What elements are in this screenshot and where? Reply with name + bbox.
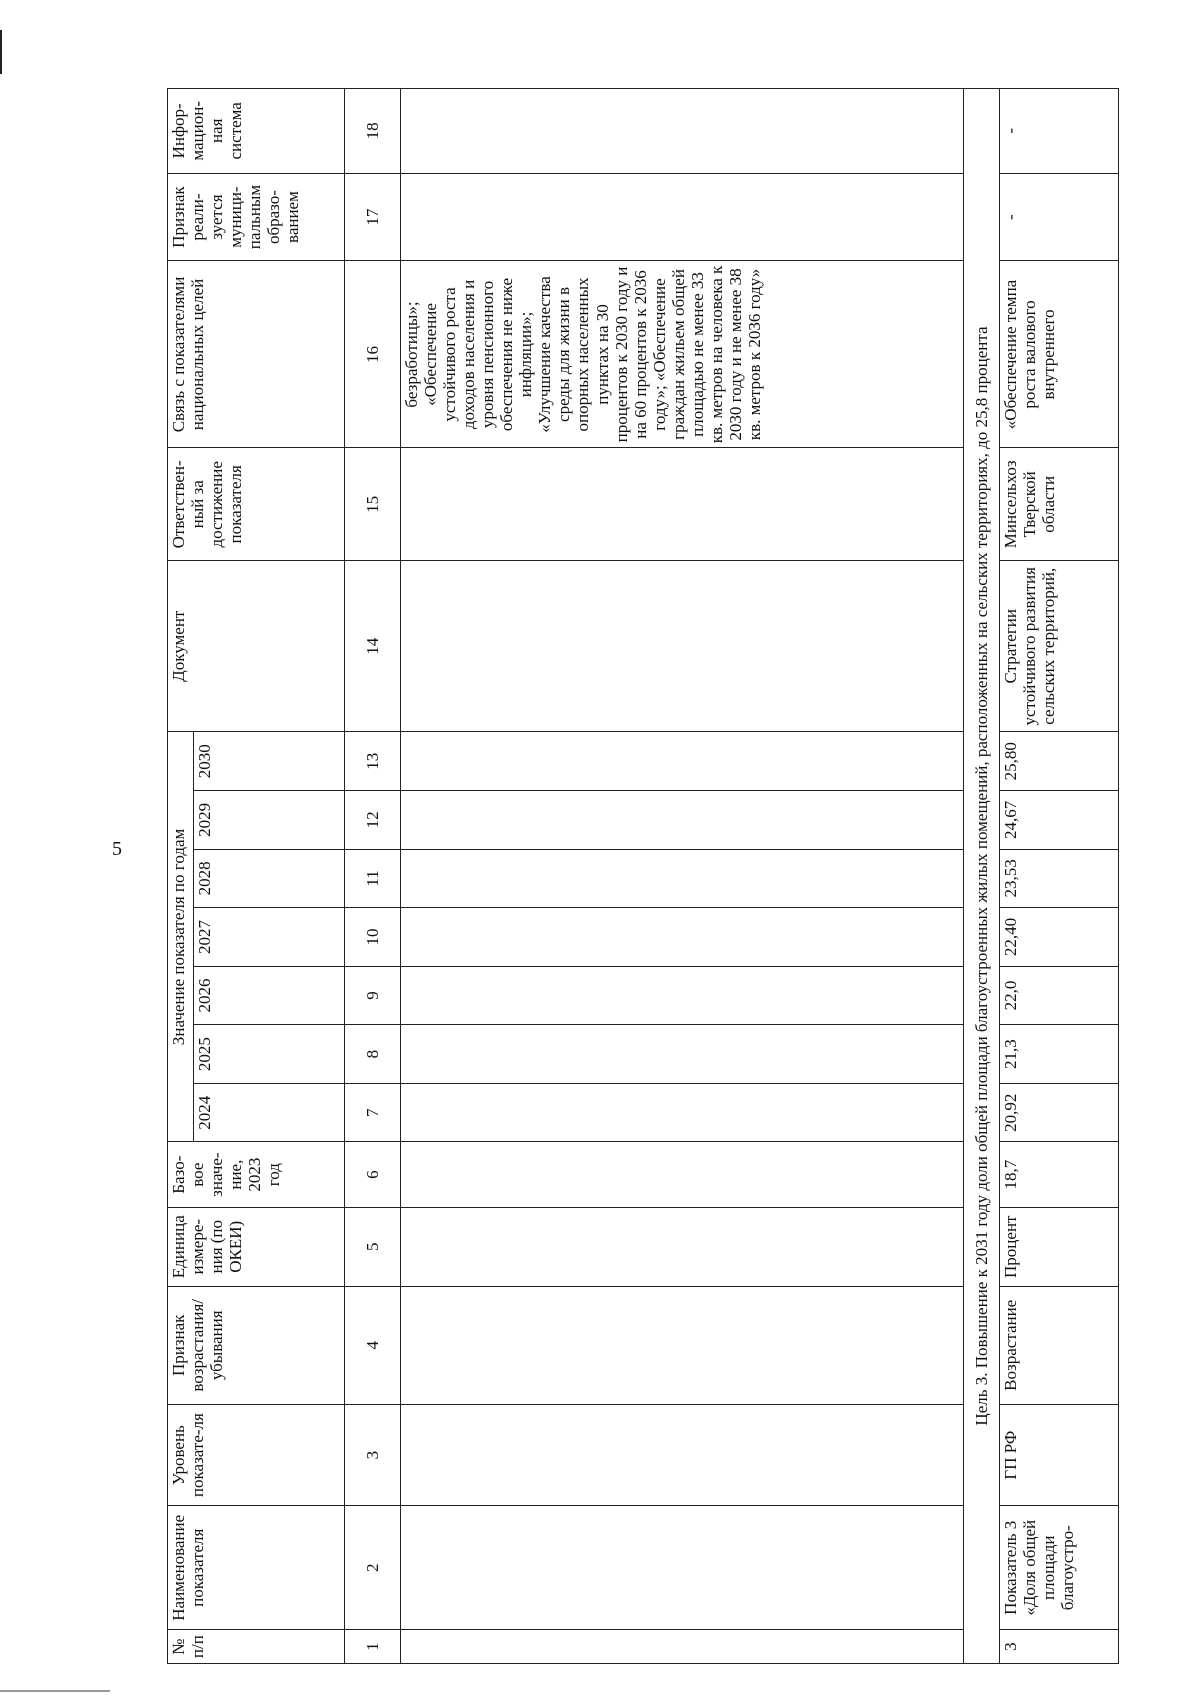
value-2028: 23,53 xyxy=(1000,849,1119,908)
indicator-trend: Возрастание xyxy=(1000,1286,1119,1404)
indicator-connection: «Обеспечение темпа роста валового внутреннего xyxy=(1000,261,1119,448)
continued-cell xyxy=(401,908,964,967)
column-number: 3 xyxy=(344,1404,400,1505)
continued-cell xyxy=(401,1207,964,1286)
continued-cell xyxy=(401,732,964,791)
value-2027: 22,40 xyxy=(1000,908,1119,967)
column-number: 17 xyxy=(344,173,400,261)
column-number: 12 xyxy=(344,791,400,850)
continued-cell xyxy=(401,1286,964,1404)
indicator-table xyxy=(167,88,1119,1664)
column-number: 14 xyxy=(344,561,400,732)
continued-cell xyxy=(401,966,964,1025)
column-number: 11 xyxy=(344,849,400,908)
row-number: 3 xyxy=(1000,1630,1119,1664)
rotated-indicator-table xyxy=(167,88,1119,1664)
indicator-base-value: 18,7 xyxy=(1000,1142,1119,1207)
continued-cell xyxy=(401,1630,964,1664)
continued-cell xyxy=(401,89,964,174)
header-row-1 xyxy=(168,89,194,1664)
column-number: 7 xyxy=(344,1083,400,1142)
continued-cell xyxy=(401,1404,964,1505)
indicator-municipal: - xyxy=(1000,173,1119,261)
year-header: 2026 xyxy=(194,966,345,1025)
column-number: 15 xyxy=(344,448,400,561)
continued-row xyxy=(401,89,964,1664)
column-number: 4 xyxy=(344,1286,400,1404)
col-header-municipal: Признак реали-зуется муници-пальным образо-ванием xyxy=(168,173,345,261)
national-goals-connection-text: безработицы»; «Обеспечение устойчивого роста доходов населения и уровня пенсионного обеспечения не ниже инфляции»; «Улучшение качества среды для жизни в опорных населенных пунктах на 30 процентов к 2030 году и на 60 процентов к 2036 году»; «Обеспечение граждан жильем общей площадью не менее 33 кв. метров на человека к 2030 году и не менее 38 кв. метров к 2036 году» xyxy=(401,261,964,448)
column-number: 9 xyxy=(344,966,400,1025)
year-header: 2029 xyxy=(194,791,345,850)
continued-cell xyxy=(401,791,964,850)
scan-edge-mark-bottom xyxy=(0,1690,110,1692)
continued-cell xyxy=(401,448,964,561)
year-header: 2030 xyxy=(194,732,345,791)
column-number: 13 xyxy=(344,732,400,791)
column-number: 2 xyxy=(344,1506,400,1630)
column-number: 8 xyxy=(344,1025,400,1084)
col-header-unit: Единица измере-ния (по ОКЕИ) xyxy=(168,1207,345,1286)
value-2029: 24,67 xyxy=(1000,791,1119,850)
col-header-responsible: Ответствен-ный за достижение показателя xyxy=(168,448,345,561)
column-number: 5 xyxy=(344,1207,400,1286)
column-number: 1 xyxy=(344,1630,400,1664)
column-number: 18 xyxy=(344,89,400,174)
continued-cell xyxy=(401,1142,964,1207)
col-header-connection: Связь с показателями национальных целей xyxy=(168,261,345,448)
year-header: 2025 xyxy=(194,1025,345,1084)
column-number-row xyxy=(344,89,400,1664)
col-header-num: № п/п xyxy=(168,1630,345,1664)
col-header-info-system: Инфор-мацион-ная система xyxy=(168,89,345,174)
col-header-values-by-year: Значение показателя по годам xyxy=(168,732,194,1142)
col-header-document: Документ xyxy=(168,561,345,732)
continued-cell xyxy=(401,561,964,732)
scan-edge-mark xyxy=(0,30,2,74)
continued-cell xyxy=(401,1506,964,1630)
column-number: 16 xyxy=(344,261,400,448)
continued-cell xyxy=(401,173,964,261)
value-2030: 25,80 xyxy=(1000,732,1119,791)
indicator-info-system: - xyxy=(1000,89,1119,174)
indicator-name: Показатель 3 «Доля общей площади благоустро- xyxy=(1000,1506,1119,1630)
continued-cell xyxy=(401,1083,964,1142)
indicator-responsible: Минсельхоз Тверской области xyxy=(1000,448,1119,561)
year-header: 2027 xyxy=(194,908,345,967)
continued-cell xyxy=(401,849,964,908)
page-number: 5 xyxy=(112,838,122,860)
value-2025: 21,3 xyxy=(1000,1025,1119,1084)
year-header: 2028 xyxy=(194,849,345,908)
column-number: 6 xyxy=(344,1142,400,1207)
indicator-level: ГП РФ xyxy=(1000,1404,1119,1505)
indicator-3-row xyxy=(1000,89,1119,1664)
indicator-document: Стратегии устойчивого развития сельских территорий, xyxy=(1000,561,1119,732)
continued-cell xyxy=(401,1025,964,1084)
col-header-trend: Признак возрастания/ убывания xyxy=(168,1286,345,1404)
indicator-unit: Процент xyxy=(1000,1207,1119,1286)
value-2024: 20,92 xyxy=(1000,1083,1119,1142)
col-header-level: Уровень показате-ля xyxy=(168,1404,345,1505)
column-number: 10 xyxy=(344,908,400,967)
goal-3-row xyxy=(964,89,1000,1664)
col-header-name: Наименование показателя xyxy=(168,1506,345,1630)
col-header-base: Базо-вое значе-ние, 2023 год xyxy=(168,1142,345,1207)
value-2026: 22,0 xyxy=(1000,966,1119,1025)
goal-3-title: Цель 3. Повышение к 2031 году доли общей площади благоустроенных жилых помещений, расположенных на сельских территориях, до 25,8 процента xyxy=(964,89,1000,1664)
year-header: 2024 xyxy=(194,1083,345,1142)
